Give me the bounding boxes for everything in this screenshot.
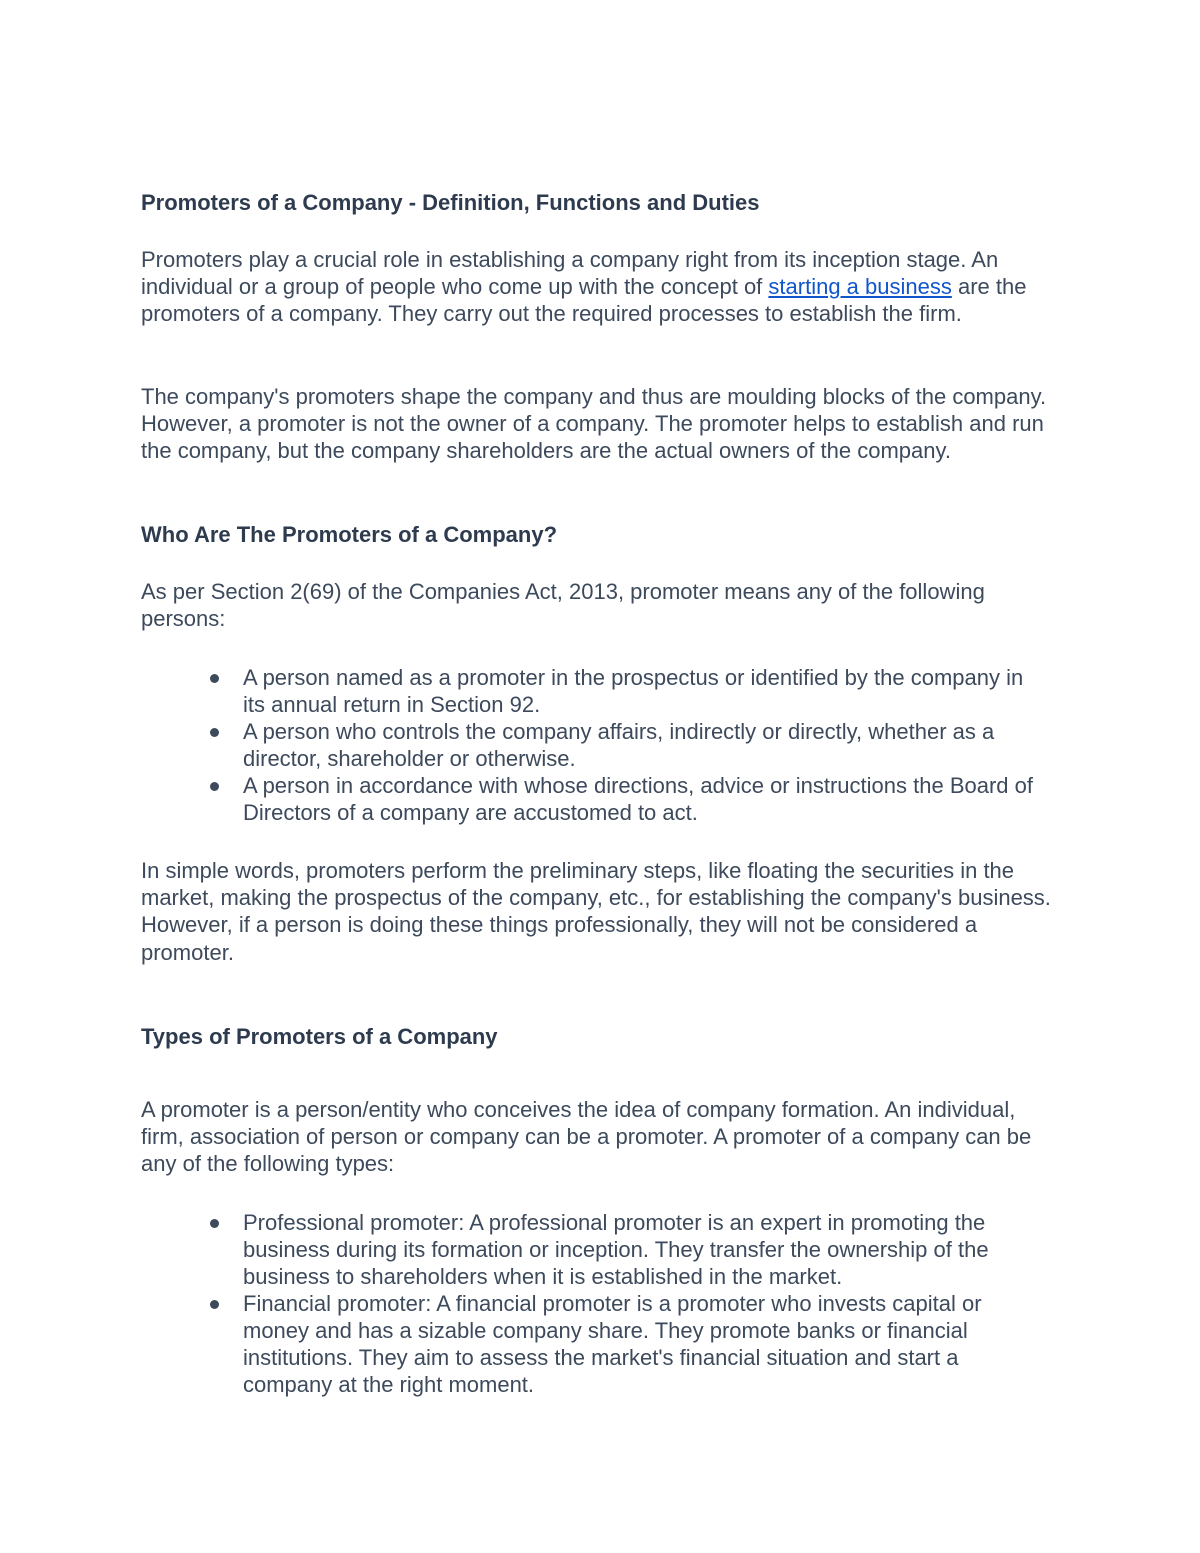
starting-a-business-link[interactable]: starting a business (768, 274, 952, 300)
list-item (141, 718, 1033, 772)
list-item-text: Professional promoter: A professional promoter is an expert in promoting the business during its formation or inception. They transfer the ownership of the business to shareholders when it is established in the market. (243, 1210, 989, 1289)
bullet-icon (210, 782, 219, 791)
bullet-icon (210, 674, 219, 683)
intro-text-before-link: Promoters play a crucial role in establishing a company right from its inception stage. An individual or a group of people who come up with the concept of (141, 247, 999, 300)
list-item (141, 664, 1033, 718)
owners-paragraph: The company's promoters shape the company and thus are moulding blocks of the company. However, a promoter is not the owner of a company. The promoter helps to establish and run the company, but the company shareholders are the actual owners of the company. (141, 384, 1047, 464)
promoter-types-list (141, 1209, 1041, 1398)
list-item (141, 1209, 1033, 1290)
list-item-text: Financial promoter: A financial promoter is a promoter who invests capital or money and has a sizable company share. They promote banks or financial institutions. They aim to assess the market's financial situation and start a company at the right moment. (243, 1291, 982, 1397)
page-title: Promoters of a Company - Definition, Functions and Duties (141, 190, 760, 215)
list-item-text: A person in accordance with whose directions, advice or instructions the Board of Directors of a company are accustomed to act. (243, 773, 1033, 825)
bullet-icon (210, 728, 219, 737)
promoter-definition-list (141, 664, 1041, 826)
bullet-icon (210, 1300, 219, 1309)
simple-words-paragraph: In simple words, promoters perform the preliminary steps, like floating the securities in the market, making the prospectus of the company, etc., for establishing the company's business. However, if a person is doing these things professionally, they will not be considered a promoter. (141, 858, 1051, 965)
list-item-text: A person who controls the company affairs, indirectly or directly, whether as a director, shareholder or otherwise. (243, 719, 995, 771)
section-heading-who-are-promoters: Who Are The Promoters of a Company? (141, 522, 558, 547)
intro-paragraph (141, 246, 1061, 328)
types-intro-paragraph: A promoter is a person/entity who conceives the idea of company formation. An individual, firm, association of person or company can be a promoter. A promoter of a company can be any of the following types: (141, 1097, 1032, 1177)
bullet-icon (210, 1219, 219, 1228)
list-item (141, 1290, 1033, 1398)
list-item (141, 772, 1033, 826)
list-item-text: A person named as a promoter in the prospectus or identified by the company in its annual return in Section 92. (243, 665, 1024, 717)
section-2-69-paragraph: As per Section 2(69) of the Companies Act, 2013, promoter means any of the following persons: (141, 579, 985, 632)
intro-text-after-link: are the promoters of a company. They carry out the required processes to establish the firm. (141, 274, 1027, 327)
section-heading-types-of-promoters: Types of Promoters of a Company (141, 1024, 498, 1049)
